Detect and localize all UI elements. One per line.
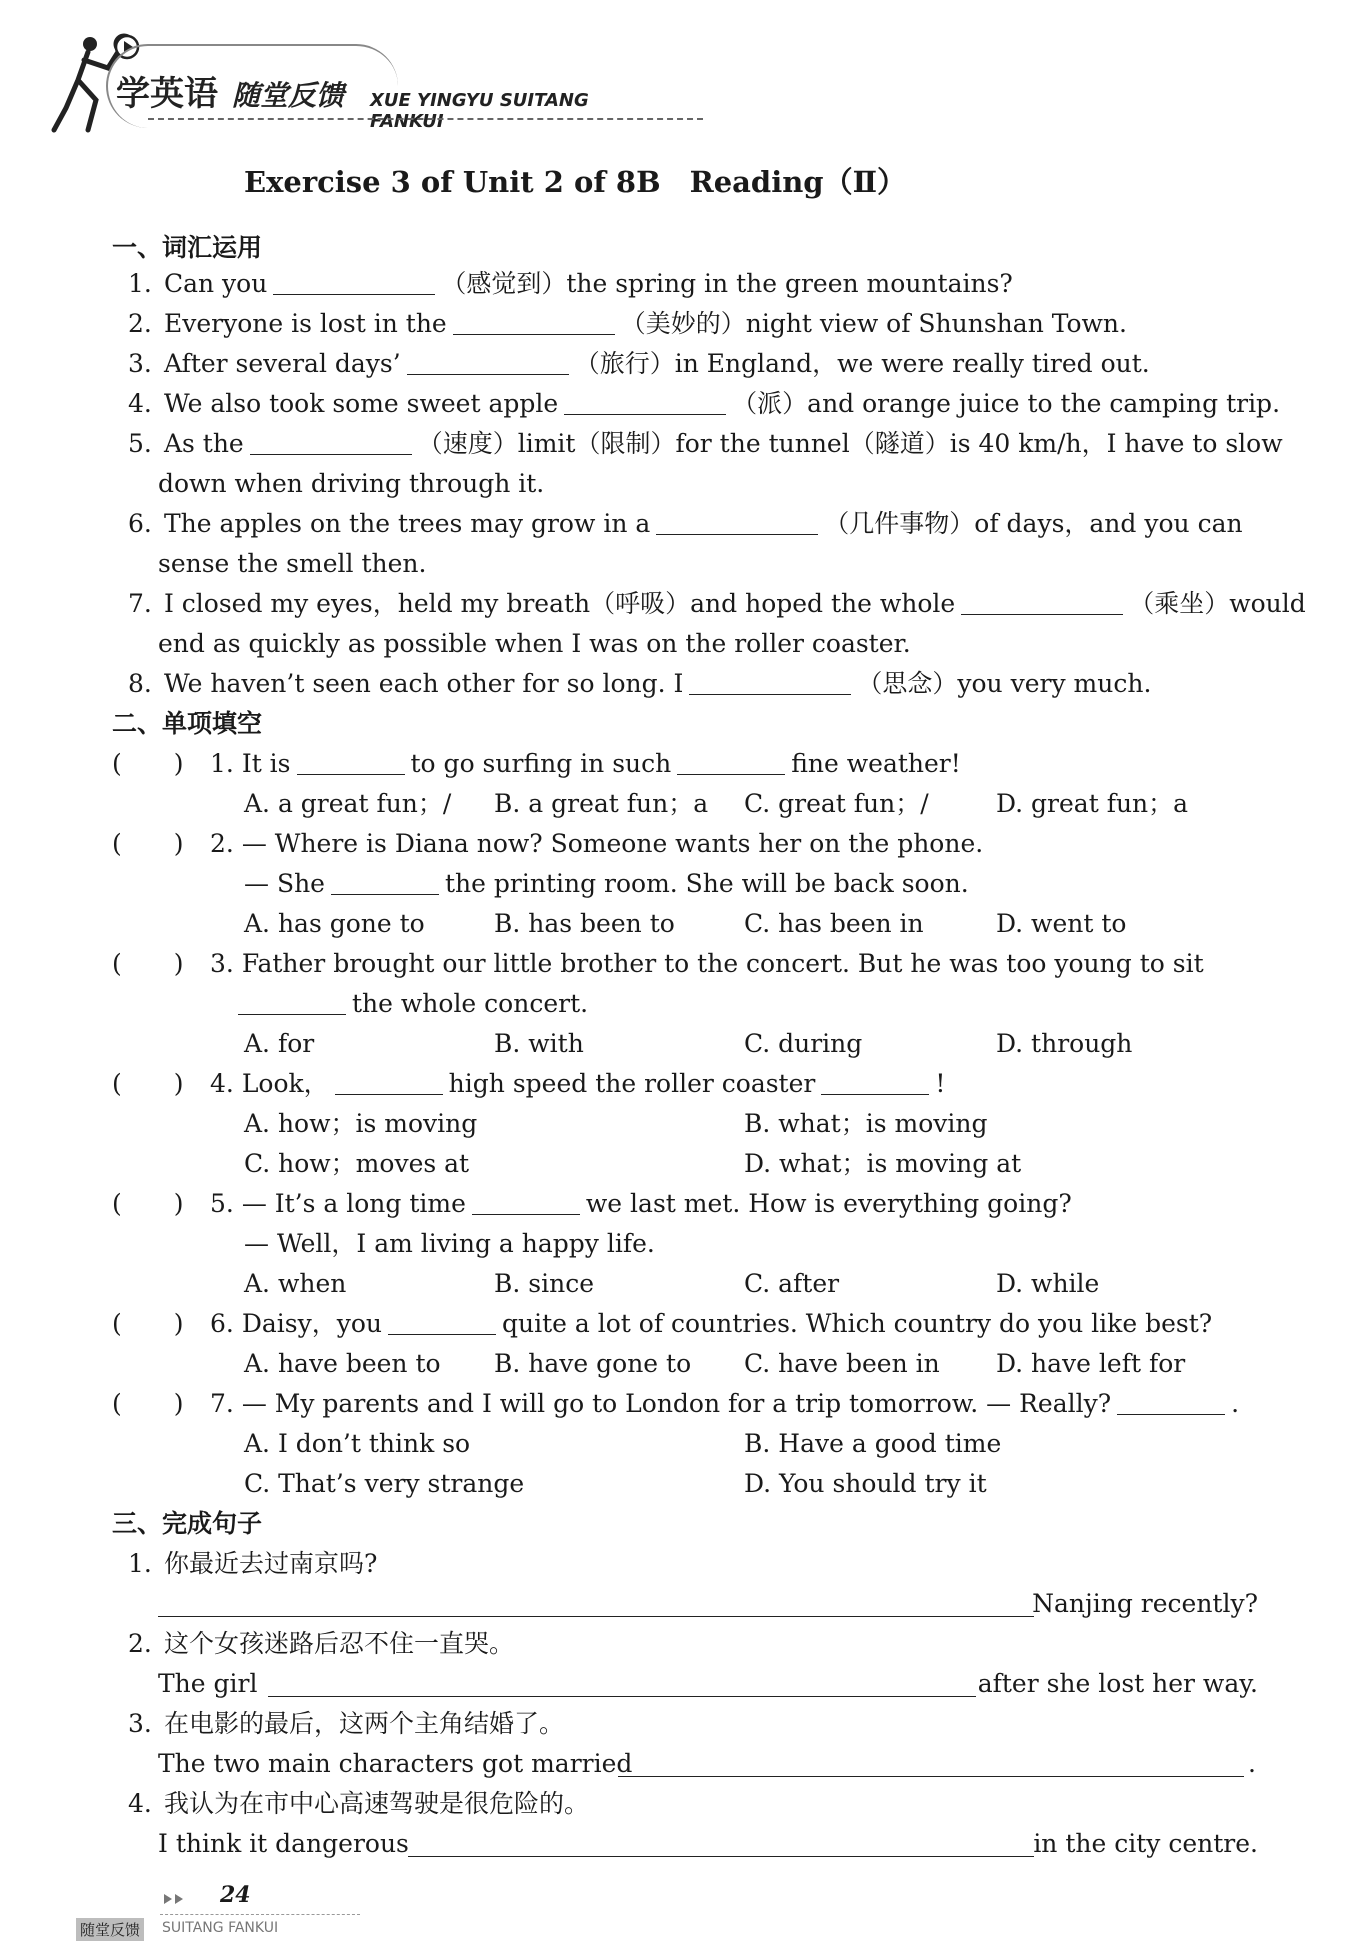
answer-line[interactable] bbox=[158, 1590, 1034, 1617]
mc-question-1: 1. It is to go surfing in such fine weather! bbox=[210, 749, 961, 778]
vocab-item-7-cont: end as quickly as possible when I was on the roller coaster. bbox=[158, 629, 911, 658]
answer-bracket[interactable]: ( ) bbox=[112, 1189, 184, 1218]
brand-pinyin: XUE YINGYU SUITANG FANKUI bbox=[370, 90, 589, 132]
option-c[interactable]: C. have been in bbox=[744, 1349, 940, 1378]
option-b[interactable]: B. with bbox=[494, 1029, 584, 1058]
vocab-item-5-cont: down when driving through it. bbox=[158, 469, 545, 498]
answer-bracket[interactable]: ( ) bbox=[112, 1389, 184, 1418]
sentence-item-1-cn: 1. 你最近去过南京吗? bbox=[128, 1549, 378, 1578]
option-b[interactable]: B. have gone to bbox=[494, 1349, 692, 1378]
answer-blank[interactable] bbox=[821, 1068, 929, 1095]
option-d[interactable]: D. what；is moving at bbox=[744, 1149, 1022, 1178]
option-d[interactable]: D. while bbox=[996, 1269, 1100, 1298]
option-c[interactable]: C. during bbox=[744, 1029, 863, 1058]
option-d[interactable]: D. went to bbox=[996, 909, 1127, 938]
option-a[interactable]: A. has gone to bbox=[244, 909, 425, 938]
option-d[interactable]: D. great fun；a bbox=[996, 789, 1189, 818]
brand-subtitle: 随堂反馈 bbox=[232, 79, 345, 112]
option-c[interactable]: C. after bbox=[744, 1269, 840, 1298]
answer-blank[interactable] bbox=[677, 748, 785, 775]
option-d[interactable]: D. have left for bbox=[996, 1349, 1186, 1378]
sentence-item-2-cn: 2. 这个女孩迷路后忍不住一直哭。 bbox=[128, 1629, 514, 1658]
mc-question-3-cont: the whole concert. bbox=[238, 986, 588, 1022]
option-b[interactable]: B. what；is moving bbox=[744, 1109, 988, 1138]
answer-blank[interactable] bbox=[388, 1308, 496, 1335]
mc-question-6: 6. Daisy，you quite a lot of countries. Which country do you like best? bbox=[210, 1309, 1213, 1338]
sentence-item-3-cn: 3. 在电影的最后，这两个主角结婚了。 bbox=[128, 1709, 564, 1738]
mc-question-5-reply: — Well，I am living a happy life. bbox=[244, 1229, 655, 1258]
vocab-item-3: 3. After several days’ （旅行）in England，we were really tired out. bbox=[128, 349, 1150, 378]
sentence-item-4-answer: I think it dangerous in the city centre. bbox=[158, 1829, 1258, 1858]
brand-title: 学英语 bbox=[116, 74, 218, 114]
page-number: 24 bbox=[220, 1882, 251, 1908]
section-heading-complete-sentences: 三、完成句子 bbox=[112, 1509, 263, 1538]
option-a[interactable]: A. for bbox=[244, 1029, 315, 1058]
mc-question-4: 4. Look， high speed the roller coaster ! bbox=[210, 1069, 946, 1098]
mc-question-3: 3. Father brought our little brother to the concert. But he was too young to sit bbox=[210, 949, 1204, 978]
option-c[interactable]: C. That’s very strange bbox=[244, 1469, 525, 1498]
answer-blank[interactable] bbox=[250, 428, 412, 455]
option-b[interactable]: B. since bbox=[494, 1269, 594, 1298]
sentence-item-1-answer: Nanjing recently? bbox=[158, 1586, 1258, 1622]
vocab-item-6: 6. The apples on the trees may grow in a （几件事物）of days，and you can bbox=[128, 509, 1243, 538]
vocab-item-5: 5. As the （速度）limit（限制）for the tunnel（隧道）is 40 km/h，I have to slow bbox=[128, 429, 1283, 458]
sentence-item-4-cn: 4. 我认为在市中心高速驾驶是很危险的。 bbox=[128, 1789, 589, 1818]
option-b[interactable]: B. Have a good time bbox=[744, 1429, 1002, 1458]
option-b[interactable]: B. has been to bbox=[494, 909, 675, 938]
option-a[interactable]: A. I don’t think so bbox=[244, 1429, 471, 1458]
vocab-item-7: 7. I closed my eyes，held my breath（呼吸）and hoped the whole （乘坐）would bbox=[128, 589, 1306, 618]
mc-question-5: 5. — It’s a long time we last met. How is everything going? bbox=[210, 1189, 1072, 1218]
vocab-item-1: 1. Can you （感觉到）the spring in the green mountains? bbox=[128, 269, 1013, 298]
mc-question-2-reply: — She the printing room. She will be back soon. bbox=[244, 869, 969, 898]
answer-blank[interactable] bbox=[335, 1068, 443, 1095]
sentence-item-3-answer: The two main characters got married . bbox=[158, 1749, 1256, 1778]
option-c[interactable]: C. how；moves at bbox=[244, 1149, 470, 1178]
option-b[interactable]: B. a great fun；a bbox=[494, 789, 709, 818]
mc-question-7: 7. — My parents and I will go to London for a trip tomorrow. — Really? . bbox=[210, 1389, 1240, 1418]
section-heading-multiple-choice: 二、单项填空 bbox=[112, 709, 263, 738]
double-arrow-icon bbox=[162, 1893, 188, 1905]
vocab-item-2: 2. Everyone is lost in the （美妙的）night view of Shunshan Town. bbox=[128, 309, 1127, 338]
option-a[interactable]: A. a great fun；/ bbox=[244, 789, 452, 818]
footer-tag-en: SUITANG FANKUI bbox=[162, 1920, 279, 1936]
answer-blank[interactable] bbox=[564, 388, 726, 415]
answer-bracket[interactable]: ( ) bbox=[112, 1069, 184, 1098]
answer-blank[interactable] bbox=[331, 868, 439, 895]
vocab-item-4: 4. We also took some sweet apple （派）and orange juice to the camping trip. bbox=[128, 389, 1281, 418]
answer-blank[interactable] bbox=[297, 748, 405, 775]
answer-line[interactable] bbox=[268, 1670, 976, 1697]
header-rule bbox=[148, 118, 703, 120]
option-c[interactable]: C. great fun；/ bbox=[744, 789, 929, 818]
answer-blank[interactable] bbox=[961, 588, 1123, 615]
header-logo bbox=[48, 30, 668, 135]
answer-line[interactable] bbox=[618, 1750, 1244, 1777]
answer-blank[interactable] bbox=[689, 668, 851, 695]
answer-blank[interactable] bbox=[1117, 1388, 1225, 1415]
option-a[interactable]: A. how；is moving bbox=[244, 1109, 478, 1138]
footer bbox=[76, 1880, 376, 1940]
answer-blank[interactable] bbox=[238, 988, 346, 1015]
answer-blank[interactable] bbox=[472, 1188, 580, 1215]
page-title: Exercise 3 of Unit 2 of 8B Reading（Ⅱ） bbox=[243, 165, 907, 199]
answer-blank[interactable] bbox=[273, 268, 435, 295]
answer-line[interactable] bbox=[408, 1830, 1034, 1857]
answer-blank[interactable] bbox=[453, 308, 615, 335]
sentence-item-2-answer: The girl after she lost her way. bbox=[158, 1669, 1258, 1698]
answer-blank[interactable] bbox=[407, 348, 569, 375]
answer-bracket[interactable]: ( ) bbox=[112, 829, 184, 858]
footer-rule bbox=[160, 1914, 360, 1915]
answer-blank[interactable] bbox=[656, 508, 818, 535]
vocab-item-8: 8. We haven’t seen each other for so long. I （思念）you very much. bbox=[128, 669, 1152, 698]
vocab-item-6-cont: sense the smell then. bbox=[158, 549, 427, 578]
option-d[interactable]: D. through bbox=[996, 1029, 1133, 1058]
option-a[interactable]: A. when bbox=[244, 1269, 347, 1298]
option-a[interactable]: A. have been to bbox=[244, 1349, 441, 1378]
answer-bracket[interactable]: ( ) bbox=[112, 749, 184, 778]
option-c[interactable]: C. has been in bbox=[744, 909, 924, 938]
mc-question-2: 2. — Where is Diana now? Someone wants her on the phone. bbox=[210, 829, 984, 858]
section-heading-vocabulary: 一、词汇运用 bbox=[112, 233, 263, 262]
option-d[interactable]: D. You should try it bbox=[744, 1469, 987, 1498]
answer-bracket[interactable]: ( ) bbox=[112, 949, 184, 978]
answer-bracket[interactable]: ( ) bbox=[112, 1309, 184, 1338]
footer-tag: 随堂反馈 bbox=[76, 1918, 144, 1941]
